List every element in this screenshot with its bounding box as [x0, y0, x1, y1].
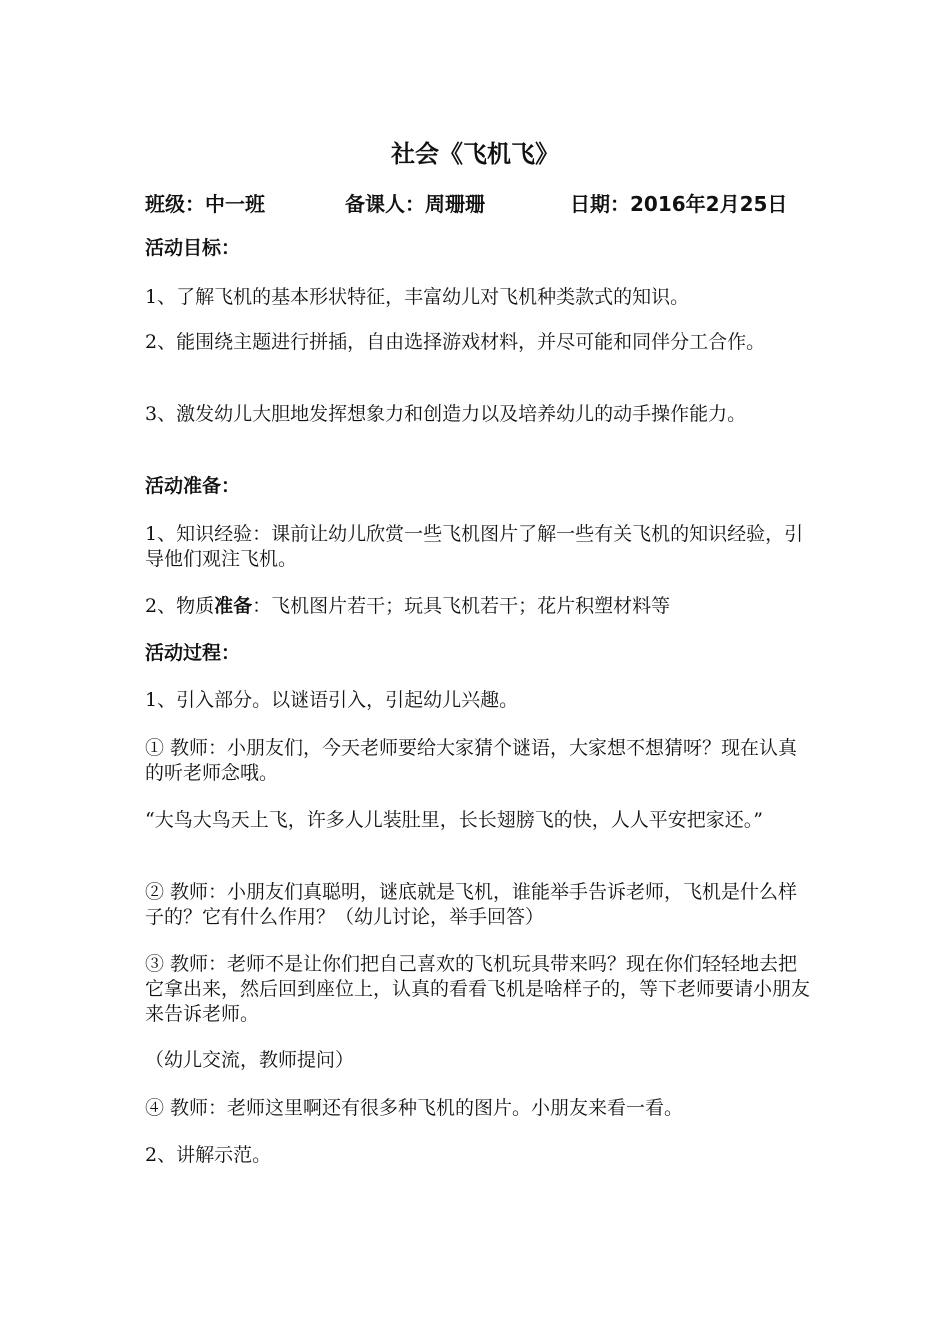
prep-heading: 活动准备： [145, 475, 241, 497]
teacher-label: 备课人：周珊珊 [345, 192, 485, 216]
process-note: （幼儿交流，教师提问） [145, 1049, 355, 1071]
prep-item-bold: 准备 [214, 595, 253, 617]
date-label: 日期：2016年2月25日 [570, 192, 788, 216]
prep-item: 1、知识经验：课前让幼儿欣赏一些飞机图片了解一些有关飞机的知识经验，引导他们观注飞机。 [145, 523, 804, 570]
prep-item-prefix: 2、物质 [145, 595, 215, 617]
goal-item: 3、激发幼儿大胆地发挥想象力和创造力以及培养幼儿的动手操作能力。 [145, 403, 747, 425]
process-item: ① 教师：小朋友们，今天老师要给大家猜个谜语，大家想不想猜呀？现在认真的听老师念哦。 [145, 737, 798, 784]
goal-item: 2、能围绕主题进行拼插，自由选择游戏材料，并尽可能和同伴分工合作。 [145, 331, 766, 353]
prep-item-rest: ：飞机图片若干；玩具飞机若干；花片积塑材料等 [252, 595, 671, 617]
process-item: 2、讲解示范。 [145, 1144, 272, 1166]
lesson-meta [145, 188, 825, 218]
prep-item [145, 594, 810, 619]
page-title: 社会《飞机飞》 [391, 140, 559, 168]
goal-item: 1、了解飞机的基本形状特征，丰富幼儿对飞机种类款式的知识。 [145, 286, 690, 308]
process-item: 1、引入部分。以谜语引入，引起幼儿兴趣。 [145, 689, 519, 711]
riddle-text: “大鸟大鸟天上飞，许多人儿装肚里，长长翅膀飞的快，人人平安把家还。” [145, 809, 763, 831]
goals-heading: 活动目标： [145, 237, 241, 259]
class-label: 班级：中一班 [145, 192, 265, 216]
process-item: ③ 教师：老师不是让你们把自己喜欢的飞机玩具带来吗？现在你们轻轻地去把它拿出来，然后回到座位上，认真的看看飞机是啥样子的，等下老师要请小朋友来告诉老师。 [145, 953, 811, 1025]
process-item: ④ 教师：老师这里啊还有很多种飞机的图片。小朋友来看一看。 [145, 1097, 684, 1119]
process-item: ② 教师：小朋友们真聪明，谜底就是飞机，谁能举手告诉老师，飞机是什么样子的？它有什么作用？（幼儿讨论，举手回答） [145, 881, 798, 928]
process-heading: 活动过程： [145, 642, 241, 664]
